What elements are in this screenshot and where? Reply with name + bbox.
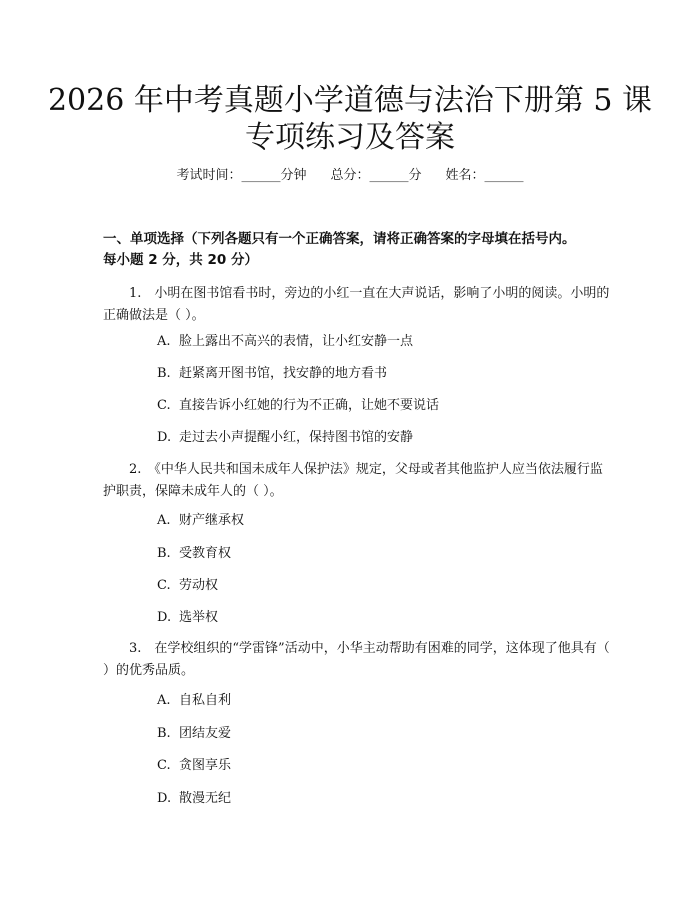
question-2-option-c [157, 576, 218, 596]
option-letter: D. [157, 791, 172, 806]
option-text: 脸上露出不高兴的表情，让小红安静一点 [179, 334, 414, 349]
option-letter: D. [157, 430, 172, 445]
option-text: 贪图享乐 [179, 758, 232, 773]
option-text: 财产继承权 [179, 513, 245, 528]
option-text: 自私自利 [179, 693, 232, 708]
option-letter: D. [157, 610, 172, 625]
question-2-text: 2. 《中华人民共和国未成年人保护法》规定，父母或者其他监护人应当依法履行监护职责，保障未成年人的（ ）。 [103, 462, 603, 499]
option-letter: C. [157, 578, 171, 593]
document-title-line-2: 专项练习及答案 [245, 120, 455, 155]
option-letter: B. [157, 726, 171, 741]
option-letter: C. [157, 398, 171, 413]
question-2-option-d [157, 608, 218, 628]
option-letter: A. [157, 513, 171, 528]
section-heading [103, 229, 623, 271]
question-2-option-b [157, 544, 231, 564]
exam-time-field: 考试时间：______分钟 [176, 168, 307, 183]
option-text: 劳动权 [179, 578, 219, 593]
question-1-option-c [157, 396, 439, 416]
total-score-field: 总分：______分 [330, 168, 422, 183]
question-3-text: 3. 在学校组织的“学雷锋”活动中，小华主动帮助有困难的同学，这体现了他具有（ ）的优秀品质。 [103, 641, 610, 678]
question-3-option-a [157, 691, 231, 711]
question-1-option-d [157, 428, 413, 448]
question-3-option-d [157, 789, 231, 809]
option-text: 赶紧离开图书馆，找安静的地方看书 [179, 366, 388, 381]
question-1-option-a [157, 332, 413, 352]
option-letter: B. [157, 546, 171, 561]
option-letter: A. [157, 334, 171, 349]
student-name-field: 姓名：______ [445, 168, 524, 183]
exam-info-line [0, 166, 700, 186]
question-1-text: 1. 小明在图书馆看书时，旁边的小红一直在大声说话，影响了小明的阅读。小明的正确做法是（ ）。 [103, 286, 610, 323]
question-3-option-c [157, 756, 231, 776]
document-title-line-1: 2026 年中考真题小学道德与法治下册第 5 课 [47, 83, 653, 118]
section-heading-line-1: 一、单项选择（下列各题只有一个正确答案，请将正确答案的字母填在括号内。 [103, 231, 576, 247]
question-3-option-b [157, 724, 231, 744]
option-text: 走过去小声提醒小红，保持图书馆的安静 [179, 430, 414, 445]
section-heading-line-2: 每小题 2 分，共 20 分） [103, 252, 258, 268]
option-letter: B. [157, 366, 171, 381]
option-text: 选举权 [179, 610, 219, 625]
option-text: 受教育权 [179, 546, 232, 561]
option-letter: A. [157, 693, 171, 708]
option-text: 团结友爱 [179, 726, 232, 741]
option-text: 直接告诉小红她的行为不正确，让她不要说话 [179, 398, 440, 413]
option-letter: C. [157, 758, 171, 773]
question-2-option-a [157, 511, 244, 531]
option-text: 散漫无纪 [179, 791, 232, 806]
question-1-option-b [157, 364, 387, 384]
